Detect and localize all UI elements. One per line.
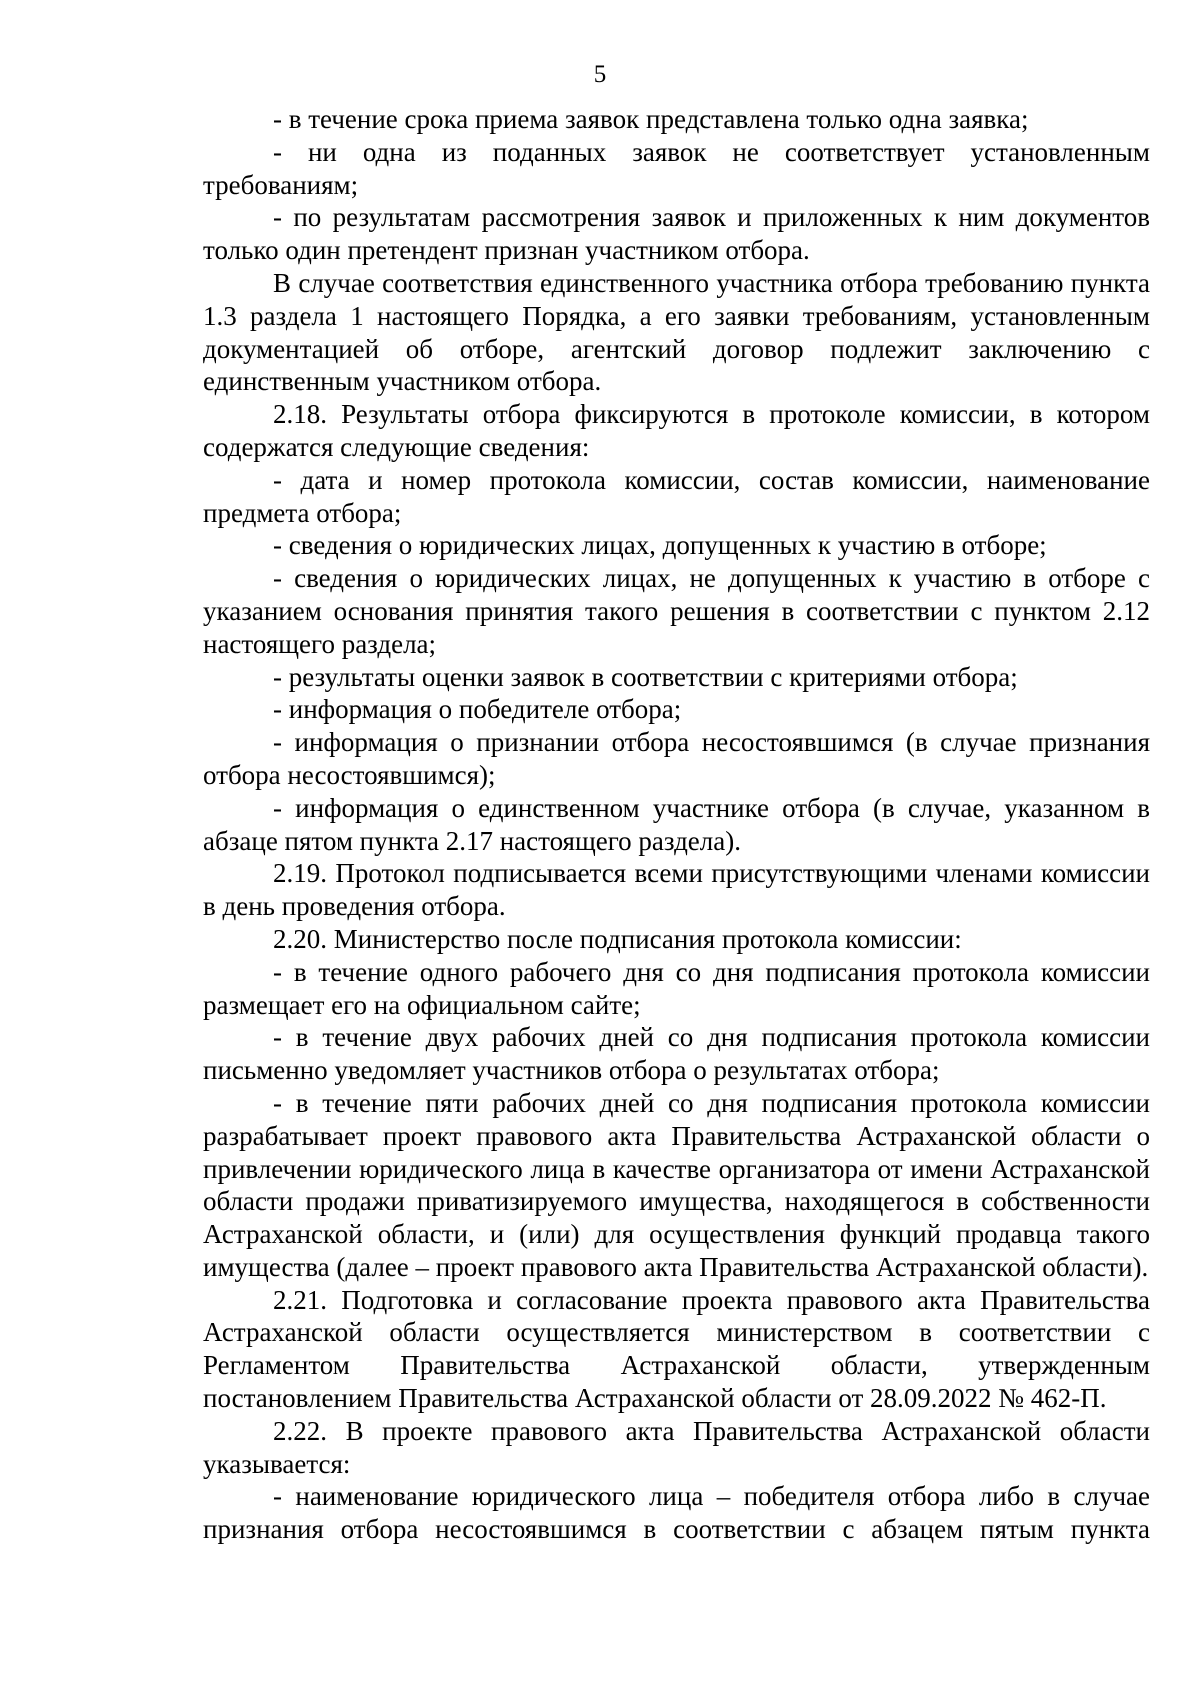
- paragraph: - ни одна из поданных заявок не соответствует установленным требованиям;: [203, 136, 1150, 200]
- paragraph: - информация о признании отбора несостоявшимся (в случае признания отбора несостоявшимся);: [203, 727, 1150, 790]
- paragraph: - в течение пяти рабочих дней со дня подписания протокола комиссии разрабатывает проект правового акта Правительства Астраханской области о привлечении юридического лица в качестве организатора от имени Астраханской области продажи приватизируемого имущества, находящегося в собственности Астраханской области, и (или) для осуществления функций продавца такого имущества (далее – проект правового акта Правительства Астраханской области).: [203, 1087, 1150, 1282]
- paragraph: - информация о единственном участнике отбора (в случае, указанном в абзаце пятом пункта 2.17 настоящего раздела).: [203, 792, 1150, 856]
- paragraph: - сведения о юридических лицах, не допущенных к участию в отборе с указанием основания принятия такого решения в соответствии с пунктом 2.12 настоящего раздела;: [203, 563, 1150, 659]
- paragraph: - в течение двух рабочих дней со дня подписания протокола комиссии письменно уведомляет участников отбора о результатах отбора;: [203, 1022, 1150, 1086]
- paragraph: - в течение одного рабочего дня со дня подписания протокола комиссии размещает его на официальном сайте;: [203, 956, 1150, 1020]
- paragraph: 2.18. Результаты отбора фиксируются в протоколе комиссии, в котором содержатся следующие сведения:: [203, 399, 1150, 462]
- paragraph: - дата и номер протокола комиссии, состав комиссии, наименование предмета отбора;: [203, 464, 1150, 528]
- paragraph: 2.19. Протокол подписывается всеми присутствующими членами комиссии в день проведения отбора.: [203, 858, 1150, 922]
- paragraph: 2.20. Министерство после подписания протокола комиссии:: [273, 923, 962, 954]
- paragraph: - сведения о юридических лицах, допущенных к участию в отборе;: [273, 530, 1047, 561]
- paragraph: - по результатам рассмотрения заявок и приложенных к ним документов только один претендент признан участником отбора.: [203, 202, 1150, 266]
- document-body: [203, 103, 1150, 1546]
- paragraph: 2.22. В проекте правового акта Правительства Астраханской области указывается:: [203, 1415, 1150, 1479]
- paragraph: В случае соответствия единственного участника отбора требованию пункта 1.3 раздела 1 настоящего Порядка, а его заявки требованиям, установленным документацией об отборе, агентский договор подлежит заключению с единственным участником отбора.: [203, 267, 1150, 397]
- paragraph: - в течение срока приема заявок представлена только одна заявка;: [273, 104, 1029, 134]
- paragraph: - наименование юридического лица – победителя отбора либо в случае признания отбора несостоявшимся в соответствии с абзацем пятым пункта: [203, 1481, 1150, 1545]
- page-number: 5: [593, 61, 607, 88]
- paragraph: - результаты оценки заявок в соответствии с критериями отбора;: [273, 661, 1018, 692]
- paragraph: - информация о победителе отбора;: [273, 694, 682, 725]
- paragraph: 2.21. Подготовка и согласование проекта правового акта Правительства Астраханской области осуществляется министерством в соответствии с Регламентом Правительства Астраханской области, утвержденным постановлением Правительства Астраханской области от 28.09.2022 № 462-П.: [203, 1284, 1150, 1414]
